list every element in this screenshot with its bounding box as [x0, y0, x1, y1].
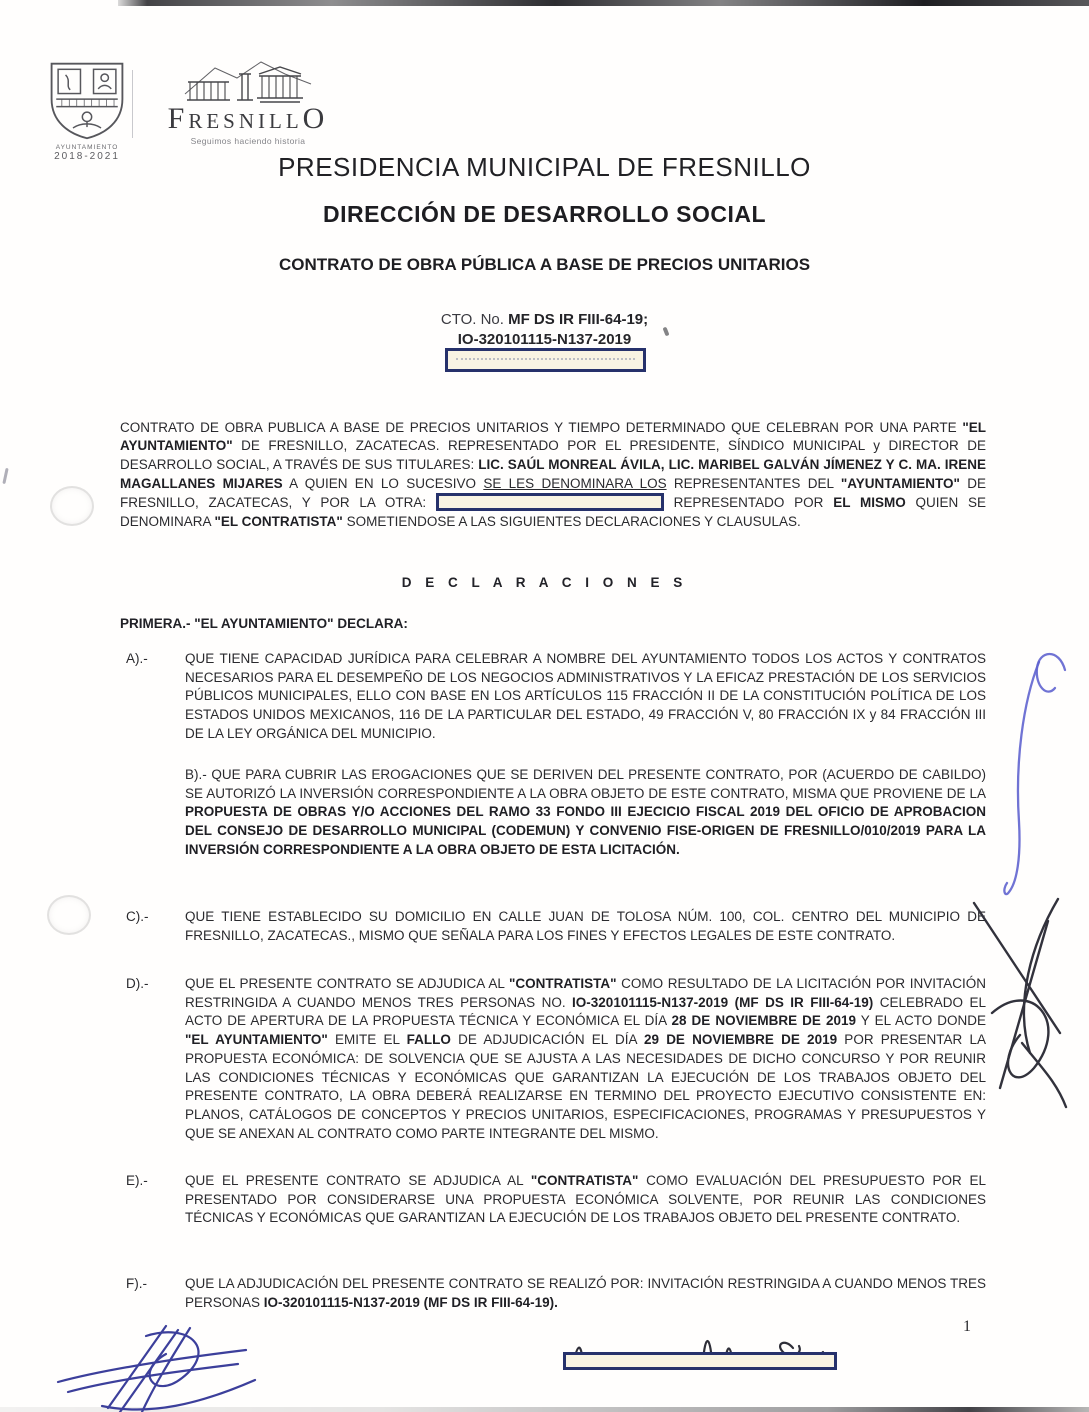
- page-number: 1: [963, 1318, 971, 1335]
- declaration-item-c: [120, 908, 986, 945]
- fresnillo-logo: [148, 60, 348, 146]
- wordmark-initial: F: [167, 102, 189, 135]
- municipal-seal: [38, 60, 136, 162]
- margin-flourish-blue: [995, 642, 1075, 915]
- seal-caption: AYUNTAMIENTO: [55, 144, 119, 151]
- declarations-heading: D E C L A R A C I O N E S: [401, 575, 688, 590]
- fresnillo-monuments-icon: [183, 60, 313, 106]
- fresnillo-wordmark: [148, 102, 348, 137]
- item-text-d: QUE EL PRESENTE CONTRATO SE ADJUDICA AL "CONTRATISTA" COMO RESULTADO DE LA LICITACIÓN POR INVITACIÓN RESTRINGIDA A CUANDO MENOS TRES PERSONAS NO. IO-320101115-N137-2019 (MF DS IR FIII-64-19) CELEBRADO EL ACTO DE APERTURA DE LA PROPUESTA TÉCNICA Y ECONÓMICA EL DÍA 28 DE NOVIEMBRE DE 2019 Y EL ACTO DONDE "EL AYUNTAMIENTO" EMITE EL FALLO DE ADJUDICACIÓN EL DÍA 29 DE NOVIEMBRE DE 2019 POR PRESENTAR LA PROPUESTA ECONÓMICA: DE SOLVENCIA QUE SE AJUSTA A LAS NECESIDADES DE DICHO CONCURSO Y POR REUNIR LAS CONDICIONES TÉCNICAS Y ECONÓMICAS QUE GARANTIZAN LA EJECUCIÓN DE LOS TRABAJOS OBJETO DEL PRESENTE CONTRATO, LA OBRA DEBERÁ REALIZARSE EN TERMINO DEL PROYECTO EJECUTIVO CONSISTENTE EN: PLANOS, CATÁLOGOS DE CONCEPTOS Y PRECIOS UNITARIOS, ESPECIFICACIONES, PROGRAMAS Y PRESUPUESTOS Y QUE SE ANEXAN AL CONTRATO COMO PARTE INTEGRANTE DEL MISMO.: [185, 976, 986, 1141]
- item-marker-c: C).-: [126, 909, 149, 924]
- fresnillo-tagline: Seguimos haciendo historia: [190, 136, 306, 146]
- scan-edge-top: [118, 0, 1089, 6]
- signature-bottom-left: [50, 1320, 270, 1412]
- coat-of-arms-icon: [44, 60, 130, 142]
- item-marker-e: E).-: [126, 1173, 148, 1188]
- hole-punch-mark: [47, 895, 91, 935]
- page-title: PRESIDENCIA MUNICIPAL DE FRESNILLO: [278, 152, 811, 182]
- primera-heading: PRIMERA.- "EL AYUNTAMIENTO" DECLARA:: [120, 616, 408, 631]
- seal-years: 2018-2021: [54, 151, 120, 162]
- declaration-item-d: [120, 975, 986, 1143]
- tender-number: IO-320101115-N137-2019: [458, 331, 631, 351]
- item-marker-f: F).-: [126, 1276, 147, 1291]
- item-text-c: QUE TIENE ESTABLECIDO SU DOMICILIO EN CALLE JUAN DE TOLOSA NÚM. 100, COL. CENTRO DEL MUNICIPIO DE FRESNILLO, ZACATECAS., MISMO QUE SEÑALA PARA LOS FINES Y EFECTOS LEGALES DE ESTE CONTRATO.: [185, 909, 986, 943]
- logo-divider: [132, 70, 133, 138]
- department-title: DIRECCIÓN DE DESARROLLO SOCIAL: [322, 201, 767, 227]
- declaration-item-e: [120, 1172, 986, 1228]
- item-marker-d: D).-: [126, 976, 149, 991]
- redaction-box-inline: [436, 493, 664, 511]
- contract-number: MF DS IR FIII-64-19;: [508, 311, 649, 328]
- tender-number-line: [0, 331, 1089, 348]
- intro-paragraph: CONTRATO DE OBRA PUBLICA A BASE DE PRECIOS UNITARIOS Y TIEMPO DETERMINADO QUE CELEBRAN POR UNA PARTE "EL AYUNTAMIENTO" DE FRESNILLO, ZACATECAS. REPRESENTADO POR EL PRESIDENTE, SÍNDICO MUNICIPAL y DIRECTOR DE DESARROLLO SOCIAL, A TRAVÉS DE SUS TITULARES: LIC. SAÚL MONREAL ÁVILA, LIC. MARIBEL GALVÁN JÍMENEZ Y C. MA. IRENE MAGALLANES MIJARES A QUIEN EN LO SUCESIVO SE LES DENOMINARA LOS REPRESENTANTES DEL "AYUNTAMIENTO" DE FRESNILLO, ZACATECAS, Y POR LA OTRA: REPRESENTADO POR EL MISMO QUIEN SE DENOMINARA "EL CONTRATISTA" SOMETIENDOSE A LAS SIGUIENTES DECLARACIONES Y CLAUSULAS.: [120, 419, 986, 530]
- redaction-box-signature: [563, 1352, 837, 1370]
- contract-number-label: CTO. No.: [440, 311, 504, 328]
- wordmark-final: O: [302, 102, 329, 135]
- redaction-box-header: [445, 348, 646, 372]
- pen-mark: [2, 468, 8, 484]
- item-text-a: QUE TIENE CAPACIDAD JURÍDICA PARA CELEBRAR A NOMBRE DEL AYUNTAMIENTO TODOS LOS ACTOS Y CONTRATOS NECESARIOS PARA EL DESEMPEÑO DE LOS NEGOCIOS ADMINISTRATIVOS Y LA EFICAZ PRESTACIÓN DE LOS SERVICIOS PÚBLICOS MUNICIPALES, ELLO CON BASE EN LOS ARTÍCULOS 115 FRACCIÓN II DE LA CONSTITUCIÓN POLÍTICA DE LOS ESTADOS UNIDOS MEXICANOS, 116 DE LA PARTICULAR DEL ESTADO, 49 FRACCIÓN V, 80 FRACCIÓN IX y 84 FRACCIÓN III DE LA LEY ORGÁNICA DEL MUNICIPIO.: [185, 651, 986, 741]
- document-type-title: CONTRATO DE OBRA PÚBLICA A BASE DE PRECIOS UNITARIOS: [278, 255, 811, 274]
- item-text-e: QUE EL PRESENTE CONTRATO SE ADJUDICA AL "CONTRATISTA" COMO EVALUACIÓN DEL PRESUPUESTO POR EL PRESENTADO POR CONSIDERARSE UNA PROPUESTA ECONÓMICA SOLVENTE, POR REUNIR LAS CONDICIONES TÉCNICAS Y ECONÓMICAS QUE GARANTIZAN LA EJECUCIÓN DE LOS TRABAJOS OBJETO DEL PRESENTE CONTRATO.: [185, 1173, 986, 1226]
- wordmark-middle: RESNILL: [188, 109, 303, 133]
- item-text-b: B).- QUE PARA CUBRIR LAS EROGACIONES QUE SE DERIVEN DEL PRESENTE CONTRATO, POR (ACUERDO DE CABILDO) SE AUTORIZÓ LA INVERSIÓN CORRESPONDIENTE A LA OBRA OBJETO DE ESTE CONTRATO, MISMA QUE PROVIENE DE LA PROPUESTA DE OBRAS Y/O ACCIONES DEL RAMO 33 FONDO III EJECICIO FISCAL 2019 DEL OFICIO DE APROBACION DEL CONSEJO DE DESARROLLO MUNICIPAL (CODEMUN) Y CONVENIO FISE-ORIGEN DE FRESNILLO/010/2019 PARA LA INVERSIÓN CORRESPONDIENTE A LA OBRA OBJETO DE ESTA LICITACIÓN.: [185, 767, 986, 857]
- margin-signature-dark: [962, 893, 1077, 1116]
- declaration-item-f: [120, 1275, 986, 1312]
- item-marker-a: A).-: [126, 651, 148, 666]
- contract-number-line: [0, 311, 1089, 328]
- hole-punch-mark: [50, 486, 94, 526]
- item-text-f: QUE LA ADJUDICACIÓN DEL PRESENTE CONTRATO SE REALIZÓ POR: INVITACIÓN RESTRINGIDA A CUANDO MENOS TRES PERSONAS IO-320101115-N137-2019 (MF DS IR FIII-64-19).: [185, 1276, 986, 1310]
- declaration-item-a: [120, 650, 986, 744]
- declaration-item-b: [120, 766, 986, 860]
